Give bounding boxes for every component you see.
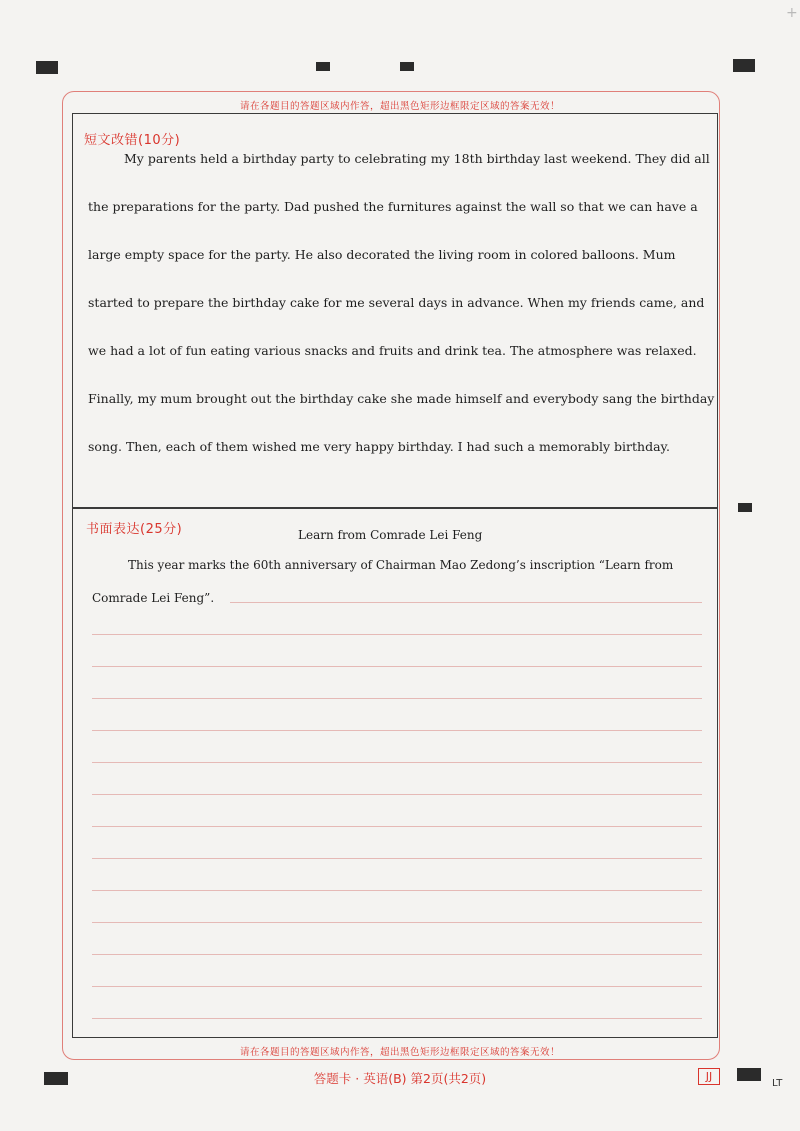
registration-mark — [733, 59, 755, 72]
corner-code: LT — [772, 1078, 783, 1089]
writing-line[interactable] — [92, 1018, 702, 1019]
registration-mark — [316, 62, 330, 71]
section1-line: Finally, my mum brought out the birthday cake she made himself and everybody sang the birthday — [88, 391, 715, 406]
bottom-warning: 请在各题目的答题区域内作答，超出黑色矩形边框限定区域的答案无效！ — [239, 1047, 560, 1058]
paper-code: JJ — [698, 1068, 720, 1085]
writing-line[interactable] — [92, 794, 702, 795]
writing-line[interactable] — [92, 698, 702, 699]
section1-line: the preparations for the party. Dad pushed the furnitures against the wall so that we can have a — [88, 199, 698, 214]
section1-line: large empty space for the party. He also decorated the living room in colored balloons. Mum — [88, 247, 676, 262]
registration-mark — [738, 503, 752, 512]
writing-line[interactable] — [92, 826, 702, 827]
writing-line[interactable] — [92, 634, 702, 635]
writing-line[interactable] — [230, 602, 702, 603]
registration-mark — [400, 62, 414, 71]
section2-title: 书面表达(25分) — [86, 522, 183, 537]
footer-title: 答题卡 · 英语(B) 第2页(共2页) — [313, 1071, 487, 1086]
writing-line[interactable] — [92, 890, 702, 891]
crosshair-icon: + — [786, 5, 798, 21]
section1-title: 短文改错(10分) — [84, 133, 181, 148]
top-warning: 请在各题目的答题区域内作答，超出黑色矩形边框限定区域的答案无效！ — [239, 101, 560, 112]
writing-line[interactable] — [92, 858, 702, 859]
writing-line[interactable] — [92, 762, 702, 763]
writing-line[interactable] — [92, 730, 702, 731]
writing-line[interactable] — [92, 954, 702, 955]
essay-title: Learn from Comrade Lei Feng — [298, 528, 483, 542]
section1-line: song. Then, each of them wished me very happy birthday. I had such a memorably birthday. — [88, 439, 670, 454]
writing-line[interactable] — [92, 922, 702, 923]
writing-line[interactable] — [92, 666, 702, 667]
writing-box — [72, 507, 718, 1038]
registration-mark — [36, 61, 58, 74]
section1-line: My parents held a birthday party to celebrating my 18th birthday last weekend. They did all — [124, 151, 710, 166]
writing-line[interactable] — [92, 986, 702, 987]
section1-line: we had a lot of fun eating various snacks and fruits and drink tea. The atmosphere was relaxed. — [88, 343, 697, 358]
essay-prompt-line1: This year marks the 60th anniversary of Chairman Mao Zedong’s inscription “Learn from — [128, 558, 674, 572]
essay-prompt-line2: Comrade Lei Feng”. — [92, 591, 215, 605]
section1-line: started to prepare the birthday cake for me several days in advance. When my friends came, and — [88, 295, 705, 310]
